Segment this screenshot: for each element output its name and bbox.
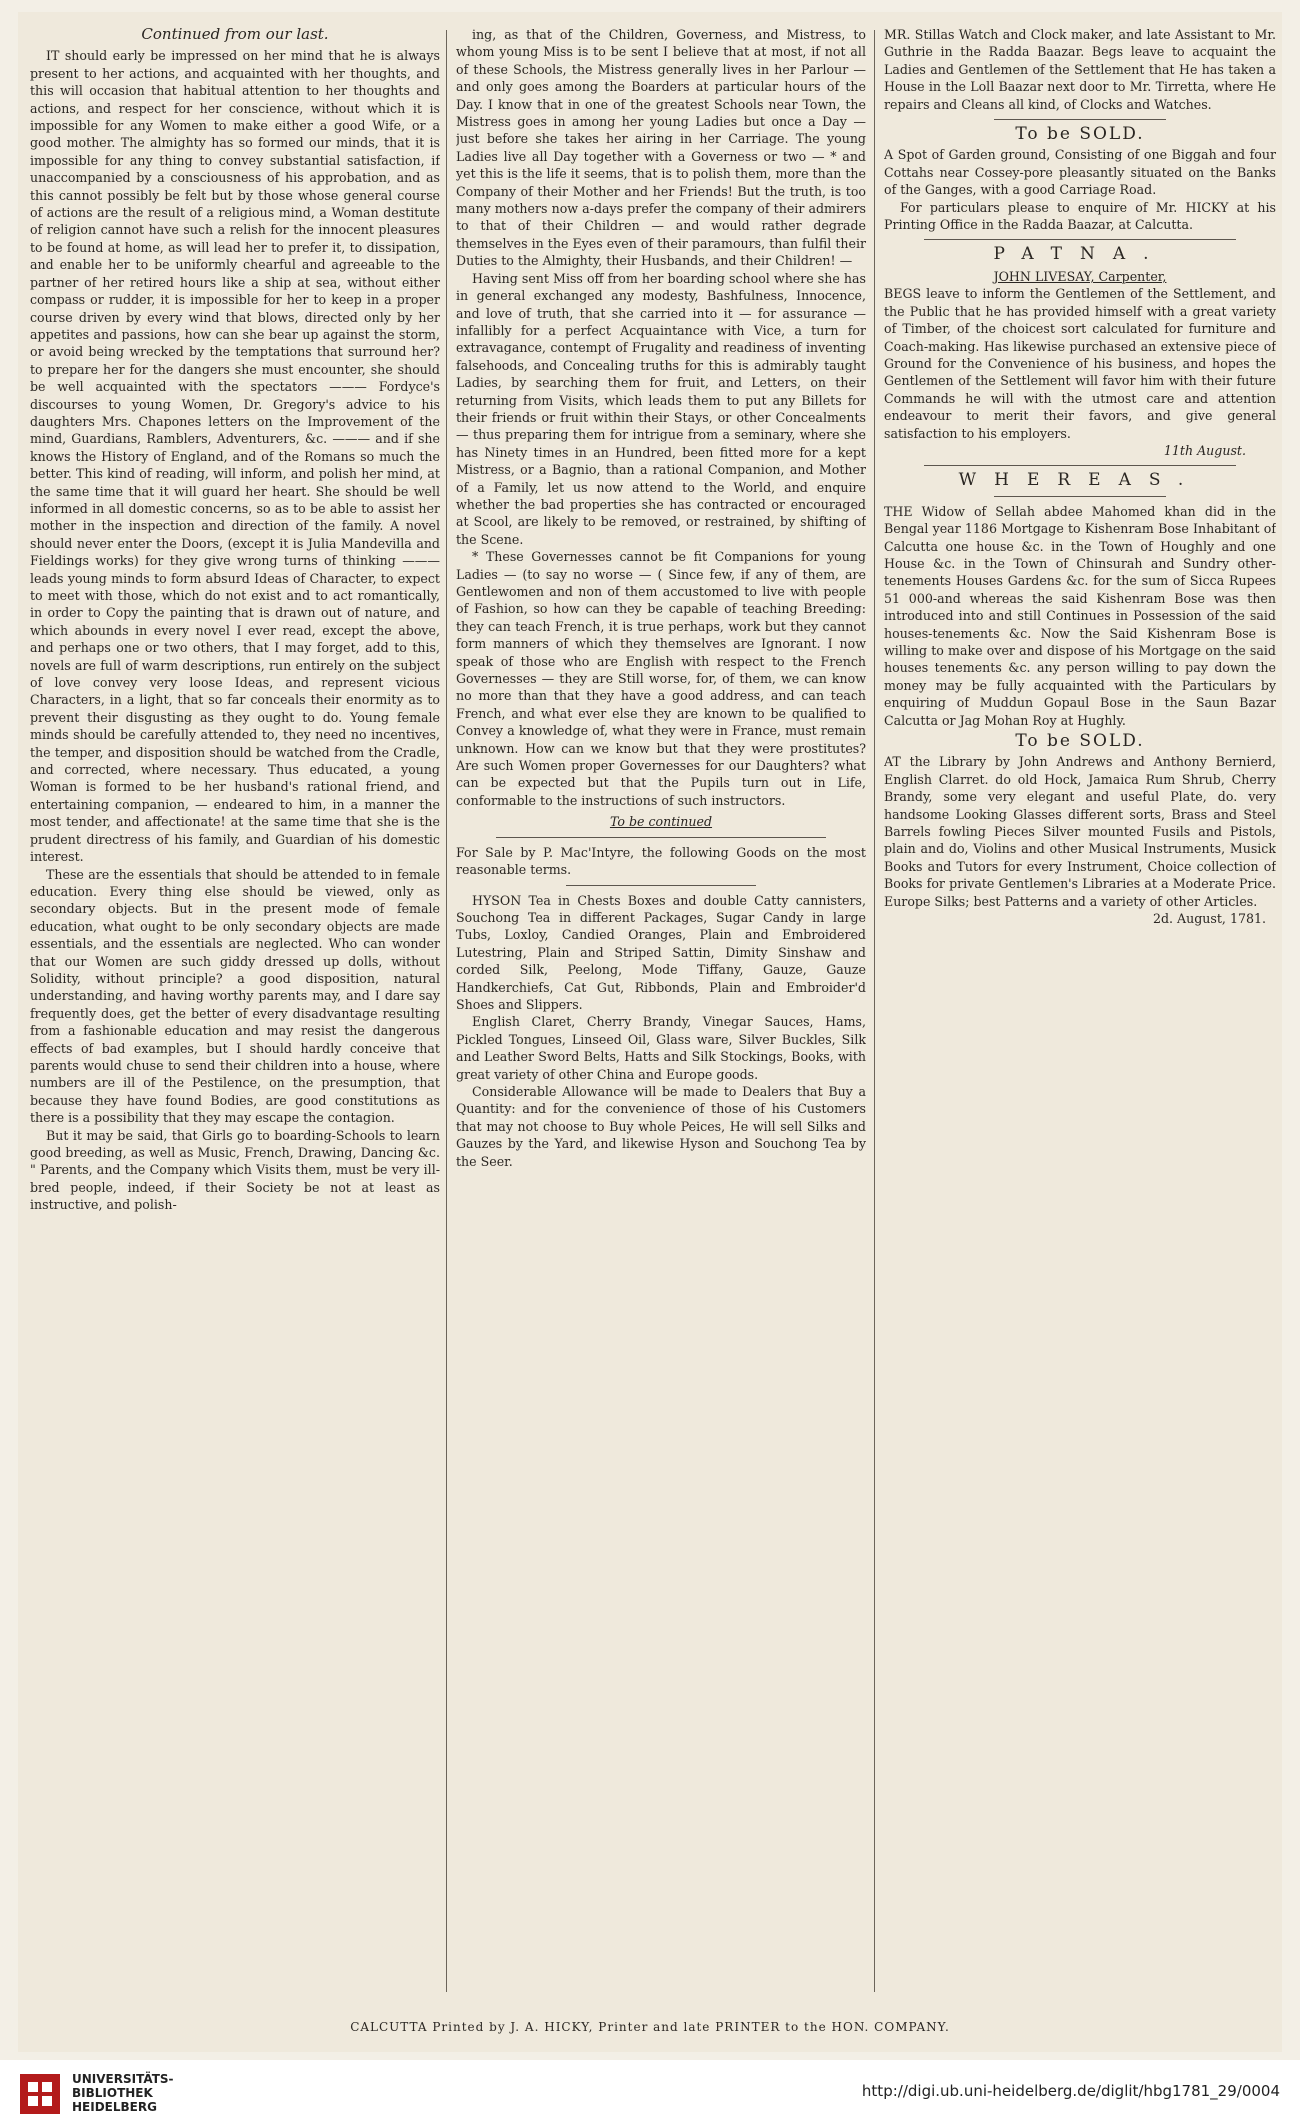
livesay-date: 11th August. xyxy=(1163,442,1246,458)
library-name-line: UNIVERSITÄTS- xyxy=(72,2072,174,2086)
macintyre-ad-goods-2: English Claret, Cherry Brandy, Vinegar Sauces, Hams, Pickled Tongues, Linseed Oil, Glass ware, Silver Buckles, Silk and Leather Sword Belts, Hatts and Silk Stockings, Books, with great variety of other China and Europe goods. xyxy=(456,1014,866,1082)
column-3-advertisements xyxy=(884,26,1276,2000)
essay-paragraph-4: ing, as that of the Children, Governess, and Mistress, to whom young Miss is to be sent I believe that at most, if not all of these Schools, the Mistress generally lives in her Parlour — and only goes among the Boarders at particular hours of the Day. I know that in one of the greatest Schools near Town, the Mistress goes in among her young Ladies but once a Day — just before she takes her airing in her Carriage. The young Ladies live all Day together with a Governess or two — * and yet this is the life it seems, that is to polish them, more than the Company of their Mother and her Friends! But the truth, is too many mothers now a-days prefer the company of their admirers to that of their Children — and would rather degrade themselves in the Eyes even of their paramours, than fulfil their Duties to the Almighty, their Husbands, and their Children! — xyxy=(456,27,866,269)
essay-footnote: * These Governesses cannot be fit Companions for young Ladies — (to say no worse — ( Since few, if any of them, are Gentlewomen and non of them accustomed to live with people of Fashion, so how can they be capable of teaching Breeding: they can teach French, it is true perhaps, work but they cannot form manners of which they themselves are Ignorant. I now speak of those who are English with respect to the French Governesses — they are Still worse, for, of them, we can know no more than that they have a good address, and can teach French, and what ever else they are known to be qualified to Convey a knowledge of, what they were in France, must remain unknown. How can we know but that they were prostitutes? Are such Women proper Governesses for our Daughters? what can be expected but that the Pupils turn out in Life, conformable to the instructions of such instructors. xyxy=(456,549,866,808)
divider xyxy=(994,119,1166,120)
library-name xyxy=(72,2072,174,2114)
library-sale-ad: AT the Library by John Andrews and Anthony Bernierd, English Clarret. do old Hock, Jamaica Rum Shrub, Cherry Brandy, some very elegant and useful Plate, do. very handsome Looking Glasses different sorts, Brass and Steel Barrels fowling Pieces Silver mounted Fusils and Pistols, plain and do, Violins and other Musical Instruments, Musick Books and Tutors for every Instrument, Choice collection of Books for private Gentlemen's Libraries at a Moderate Price. Europe Silks; best Patterns and a variety of other Articles. xyxy=(884,754,1276,909)
printer-imprint: CALCUTTA Printed by J. A. HICKY, Printer and late PRINTER to the HON. COMPANY. xyxy=(350,2020,950,2034)
macintyre-ad-goods-1: HYSON Tea in Chests Boxes and double Catty cannisters, Souchong Tea in different Packages, Sugar Candy in large Tubs, Loxloy, Candied Oranges, Plain and Embroidered Lutestring, Plain and Striped Sattin, Dimity Sinshaw and corded Silk, Peelong, Mode Tiffany, Gauze, Gauze Handkerchiefs, Cat Gut, Ribbonds, Plain and Embroider'd Shoes and Slippers. xyxy=(456,892,866,1012)
university-library-logo-icon xyxy=(20,2074,60,2114)
to-be-continued: To be continued xyxy=(609,814,713,830)
stillas-watchmaker-ad: MR. Stillas Watch and Clock maker, and late Assistant to Mr. Guthrie in the Radda Baazar. Begs leave to acquaint the Ladies and Gentlemen of the Settlement that He has taken a House in the Loll Baazar next door to Mr. Tirretta, where He repairs and Cleans all kind, of Clocks and Watches. xyxy=(884,27,1276,112)
divider xyxy=(994,496,1166,497)
macintyre-ad-intro: For Sale by P. Mac'Intyre, the following Goods on the most reasonable terms. xyxy=(456,844,866,878)
whereas-mortgage-notice: THE Widow of Sellah abdee Mahomed khan did in the Bengal year 1186 Mortgage to Kishenram Bose Inhabitant of Calcutta one house &c. in the Town of Houghly and one House &c. in the Town of Chinsurah and Sundry other-tenements Houses Gardens &c. for the sum of Sicca Rupees 51 000-and whereas the said Kishenram Bose was then introduced into and still Continues in Possession of the said houses-tenements &c. Now the Said Kishenram Bose is willing to make over and dispose of his Mortgage on the said houses tenements &c. any person willing to pay down the money may be fully acquainted with the Particulars by enquiring of Muddun Gopaul Bose in the Saun Bazar Calcutta or Jag Mohan Roy at Hughly. xyxy=(884,503,1276,728)
essay-paragraph-5: Having sent Miss off from her boarding school where she has in general exchanged any modesty, Bashfulness, Innocence, and love of truth, that she carried into it — for assurance — infallibly for a perfect Acquaintance with Vice, a turn for extravagance, contempt of Frugality and readiness of inventing falsehoods, and Concealing truths for this is admirably taught Ladies, by searching them for fruit, and Letters, on their returning from Visits, which leads them to put any Billets for their friends or fruit within their Stays, or other Concealments — thus preparing them for intrigue from a seminary, where she has Ninety times in an Hundred, been fitted more for a kept Mistress, or a Bagnio, than a rational Companion, and Mother of a Family, let us now attend to the World, and enquire whether the bad properties she has contracted or encouraged at Scool, are likely to be removed, or restrained, by shifting of the Scene. xyxy=(456,270,866,547)
livesay-name: JOHN LIVESAY, Carpenter, xyxy=(993,268,1167,284)
continued-header: Continued from our last. xyxy=(141,26,329,43)
essay-paragraph-3: But it may be said, that Girls go to boarding-Schools to learn good breeding, as well as Music, French, Drawing, Dancing &c. " Parents, and the Company which Visits them, must be very ill-bred people, indeed, if their Society be not at least as instructive, and polish- xyxy=(30,1127,440,1213)
source-url: http://digi.ub.uni-heidelberg.de/diglit/hbg1781_29/0004 xyxy=(861,2082,1280,2100)
to-be-sold-heading-1: To be SOLD. xyxy=(1015,124,1145,145)
library-footer xyxy=(0,2060,1300,2123)
divider xyxy=(496,837,826,838)
to-be-sold-heading-2: To be SOLD. xyxy=(1015,731,1145,752)
divider xyxy=(924,465,1236,466)
library-name-line: HEIDELBERG xyxy=(72,2100,157,2114)
divider xyxy=(566,885,756,886)
library-name-line: BIBLIOTHEK xyxy=(72,2086,153,2100)
column-1-essay xyxy=(30,26,440,2000)
column-rule-left xyxy=(446,30,447,1992)
divider xyxy=(924,239,1236,240)
newspaper-page xyxy=(18,12,1282,2052)
macintyre-ad-allowance: Considerable Allowance will be made to Dealers that Buy a Quantity: and for the convenience of those of his Customers that may not choose to Buy whole Peices, He will sell Silks and Gauzes by the Yard, and likewise Hyson and Souchong Tea by the Seer. xyxy=(456,1083,866,1169)
livesay-ad-text: BEGS leave to inform the Gentlemen of the Settlement, and the Public that he has provided himself with a great variety of Timber, of the choicest sort calculated for furniture and Coach-making. Has likewise purchased an extensive piece of Ground for the Convenience of his business, and hopes the Gentlemen of the Settlement will favor him with their future Commands he will with the utmost care and attention endeavour to merit their favors, and give general satisfaction to his employers. xyxy=(884,286,1276,441)
column-2-essay-and-ad xyxy=(456,26,866,2000)
whereas-heading: WHEREAS. xyxy=(958,470,1202,491)
garden-ground-ad: A Spot of Garden ground, Consisting of one Biggah and four Cottahs near Cossey-pore pleasantly situated on the Banks of the Ganges, with a good Carriage Road. xyxy=(884,147,1276,198)
patna-heading: PATNA. xyxy=(993,244,1167,265)
essay-paragraph-1: IT should early be impressed on her mind that he is always present to her actions, and acquainted with her thoughts, and this will occasion that habitual attention to her thoughts and actions, and respect for her conscience, without which it is impossible for any Women to make either a good Wife, or a good mother. The almighty has so formed our minds, that it is impossible for any thing to convey substantial satisfaction, if unaccompanied by a consciousness of his approbation, and as this cannot possibly be felt but by those whose general course of actions are the result of a religious mind, a Woman destitute of religion cannot have such a relish for the innocent pleasures to be found at home, as will lead her to prefer it, to dissipation, and enable her to be uniformly chearful and agreeable to the partner of her retired hours like a ship at sea, without either compass or rudder, it is impossible for her to keep in a proper course driven by every wind that blows, directed only by her appetites and passions, how can she bear up against the storm, or avoid being wrecked by the temptations that surround her? to prepare her for the dangers she must encounter, she should be well acquainted with the spectators ——— Fordyce's discourses to young Women, Dr. Gregory's advice to his daughters Mrs. Chapones letters on the Improvement of the mind, Guardians, Ramblers, Adventurers, &c. ——— and if she knows the History of England, and of the Romans so much the better. This kind of reading, will inform, and polish her mind, at the same time that it will guard her heart. She should be well informed in all domestic concerns, so as to be able to assist her mother in the inspection and direction of the family. A novel should never enter the Doors, (except it is Julia Mandevilla and Fieldings works) for they give wrong turns of thinking ——— leads young minds to form absurd Ideas of Character, to expect to meet with those, which do not exist and to act romantically, in order to Copy the painting that is drawn out of nature, and which abounds in every novel I ever read, except the above, and perhaps one or two others, that I may forget, add to this, novels are full of warm descriptions, run entirely on the subject of love convey very loose Ideas, and represent vicious Characters, in a light, that so far conceals their enormity as to prevent their disgusting as they ought to do. Young female minds should be carefully attended to, they need no incentives, the temper, and disposition should be watched from the Cradle, and corrected, where necessary. Thus educated, a young Woman is formed to be her husband's rational friend, and entertaining companion, — endeared to him, in a manner the most tender, and affectionate! at the same time that she is the prudent directress of his family, and Guardian of his domestic interest. xyxy=(30,48,440,865)
essay-paragraph-2: These are the essentials that should be attended to in female education. Every thing else should be viewed, only as secondary objects. But in the present mode of female education, what ought to be only secondary objects are made essentials, and the essentials are neglected. Who can wonder that our Women are such giddy dressed up dolls, without Solidity, without principle? a good disposition, natural understanding, and having worthy parents may, and I dare say frequently does, get the better of every disadvantage resulting from a fashionable education and may resist the dangerous effects of bad examples, but I should hardly conceive that parents would chuse to send their children into a house, where numbers are ill of the Pestilence, on the presumption, that because they have found Bodies, are good constitutions as there is a possibility that they may escape the contagion. xyxy=(30,866,440,1126)
hicky-enquiry: For particulars please to enquire of Mr. HICKY at his Printing Office in the Radda Baazar, at Calcutta. xyxy=(884,199,1276,233)
column-rule-right xyxy=(874,30,875,1992)
library-sale-date: 2d. August, 1781. xyxy=(1152,911,1266,927)
